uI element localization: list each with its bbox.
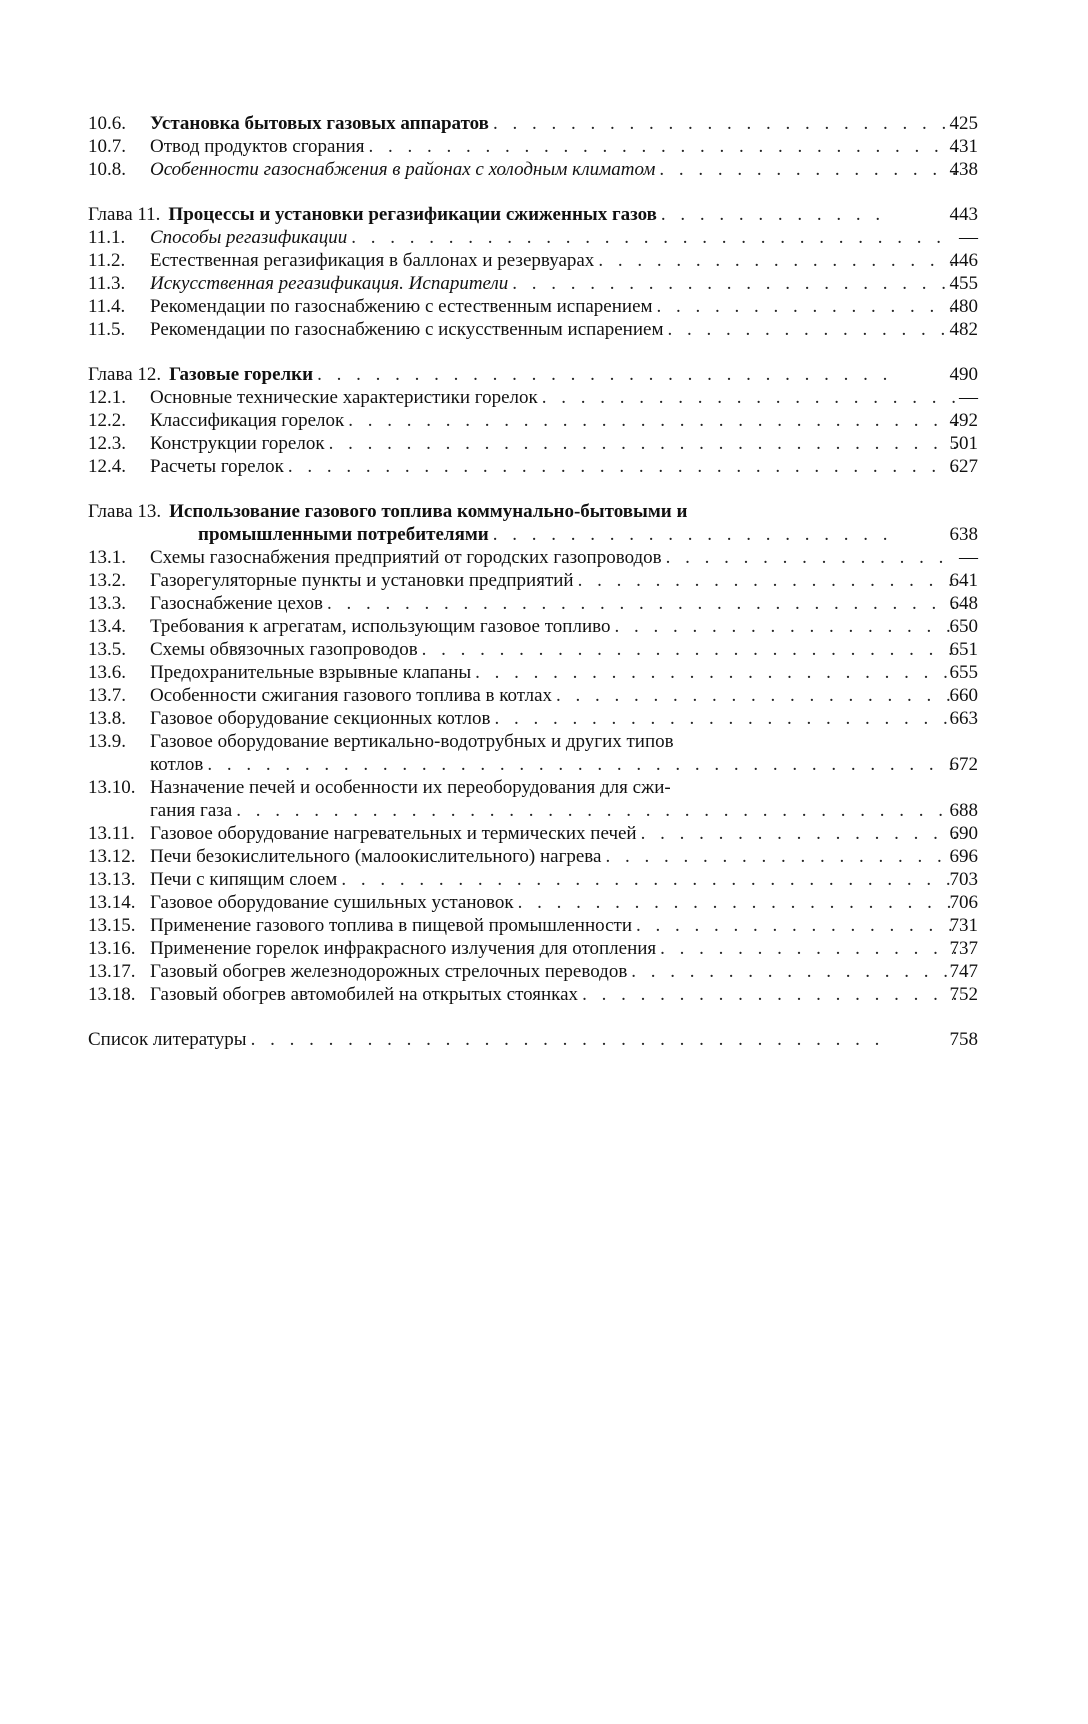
toc-page-number: 752 [949,984,978,1005]
toc-page-number: 731 [949,915,978,936]
toc-page-number: 737 [949,938,978,959]
toc-entry-row [88,112,978,135]
toc-entry-row [88,432,978,455]
toc-entry-row [88,249,978,272]
toc-entry-row [88,569,978,592]
toc-page-number: 641 [949,570,978,591]
dot-leader [605,845,956,868]
toc-entry-row [88,409,978,432]
toc-chapter-row [88,363,978,386]
toc-entry-number: 13.16. [88,938,136,959]
toc-page-number: — [959,227,978,248]
toc-entry-number: 12.3. [88,433,126,454]
dot-leader [661,203,894,226]
toc-entry-row [88,684,978,707]
toc-entry-row [88,135,978,158]
toc-chapter-row [88,203,978,226]
chapter-label: Глава 13. [88,501,162,522]
toc-page-number: 696 [949,846,978,867]
toc-entry-row [88,776,978,822]
toc-entry-number: 12.2. [88,410,126,431]
toc-entry-title: Газовое оборудование нагревательных и термических печей [150,823,637,844]
toc-entry-number: 13.18. [88,984,136,1005]
toc-entry-number: 11.2. [88,250,126,271]
toc-page-number: — [959,547,978,568]
toc-entry-number: 10.6. [88,113,126,134]
toc-entry-title-continuation: промышленными потребителями [198,524,489,545]
toc-entry-title: Искусственная регазификация. Испарители [150,273,509,294]
toc-entry-row [88,707,978,730]
dot-leader [422,638,956,661]
toc-entry-title: Назначение печей и особенности их переоборудования для сжи- [150,777,671,798]
toc-entry-title: Отвод продуктов сгорания [150,136,365,157]
dot-leader [666,546,956,569]
toc-page-number: 425 [949,113,978,134]
toc-page-number: 758 [949,1029,978,1050]
toc-entry-title: Газовый обогрев железнодорожных стрелочных переводов [150,961,628,982]
toc-page-number: 672 [949,754,978,775]
dot-leader [614,615,956,638]
toc-page-number: 501 [949,433,978,454]
chapter-label: Глава 12. [88,364,162,385]
dot-leader [659,158,956,181]
toc-entry-title: Печи безокислительного (малоокислительного) нагрева [150,846,602,867]
toc-section [88,112,978,181]
toc-section [88,500,978,1006]
toc-entry-title: Газорегуляторные пункты и установки предприятий [150,570,574,591]
toc-entry-number: 13.13. [88,869,136,890]
dot-leader [207,753,956,776]
toc-entry-title: Применение газового топлива в пищевой промышленности [150,915,633,936]
toc-page-number: 443 [949,204,978,225]
dot-leader [578,569,956,592]
toc-entry-title: Печи с кипящим слоем [150,869,338,890]
toc-page-number: — [959,387,978,408]
dot-leader [348,409,956,432]
toc-page-number: 706 [949,892,978,913]
toc-entry-title: Основные технические характеристики горелок [150,387,538,408]
toc-page-number: 655 [949,662,978,683]
toc-entry-row [88,914,978,937]
toc-entry-title: Список литературы [88,1029,247,1050]
dot-leader [236,799,956,822]
toc-entry-row [88,730,978,776]
toc-entry-number: 13.15. [88,915,136,936]
toc-page-number: 690 [949,823,978,844]
toc-entry-row [88,983,978,1006]
toc-entry-number: 13.2. [88,570,126,591]
toc-entry-title: Установка бытовых газовых аппаратов [150,113,489,134]
toc-entry-row [88,295,978,318]
toc-page-number: 455 [949,273,978,294]
toc-entry-number: 13.14. [88,892,136,913]
toc-entry-number: 13.12. [88,846,136,867]
toc-entry-number: 11.5. [88,319,126,340]
dot-leader [518,891,956,914]
dot-leader [542,386,956,409]
dot-leader [660,937,956,960]
toc-page-number: 638 [949,524,978,545]
toc-chapter-row [88,500,978,546]
toc-entry-number: 11.4. [88,296,126,317]
toc-entry-row [88,845,978,868]
toc-entry-title: Классификация горелок [150,410,345,431]
dot-leader [493,112,956,135]
toc-entry-row [88,226,978,249]
toc-entry-row [88,868,978,891]
toc-entry-row [88,592,978,615]
toc-entry-title: Газовое оборудование сушильных установок [150,892,514,913]
toc-page-number: 482 [949,319,978,340]
toc-entry-number: 13.4. [88,616,126,637]
toc-page-number: 490 [949,364,978,385]
dot-leader [598,249,956,272]
toc-entry-row [88,615,978,638]
dot-leader [512,272,956,295]
dot-leader [556,684,956,707]
dot-leader [494,707,956,730]
toc-page-number: 663 [949,708,978,729]
toc-entry-title: Расчеты горелок [150,456,284,477]
toc-entry-number: 12.4. [88,456,126,477]
toc-entry-number: 13.17. [88,961,136,982]
toc-page-number: 660 [949,685,978,706]
toc-entry-number: 13.1. [88,547,126,568]
toc-entry-number: 10.7. [88,136,126,157]
toc-entry-row [88,1028,978,1051]
toc-entry-row [88,661,978,684]
dot-leader [288,455,956,478]
toc-entry-number: 13.8. [88,708,126,729]
toc-entry-title: Предохранительные взрывные клапаны [150,662,472,683]
toc-entry-number: 12.1. [88,387,126,408]
toc-page-number: 438 [949,159,978,180]
dot-leader [329,432,956,455]
toc-section [88,363,978,478]
toc-entry-title: Особенности газоснабжения в районах с холодным климатом [150,159,656,180]
toc-page-number: 651 [949,639,978,660]
toc-page-number: 650 [949,616,978,637]
toc-section [88,1028,978,1051]
toc-entry-row [88,822,978,845]
toc-entry-title: Схемы газоснабжения предприятий от городских газопроводов [150,547,662,568]
toc-entry-title: Газоснабжение цехов [150,593,323,614]
toc-entry-row [88,272,978,295]
toc-page-number: 446 [949,250,978,271]
toc-entry-title: Газовое оборудование вертикально-водотрубных и других типов [150,731,674,752]
toc-entry-row [88,158,978,181]
toc-entry-number: 13.3. [88,593,126,614]
toc-entry-title: Газовые горелки [169,364,314,385]
toc-page-number: 648 [949,593,978,614]
table-of-contents [88,112,978,1073]
toc-entry-title: Рекомендации по газоснабжению с искусственным испарением [150,319,664,340]
toc-entry-title: Использование газового топлива коммунально-бытовыми и [169,501,688,522]
toc-page-number: 688 [949,800,978,821]
toc-entry-number: 10.8. [88,159,126,180]
toc-entry-row [88,455,978,478]
dot-leader [317,363,894,386]
toc-entry-row [88,960,978,983]
toc-page-number: 747 [949,961,978,982]
dot-leader [327,592,956,615]
toc-entry-title: Схемы обвязочных газопроводов [150,639,418,660]
toc-entry-number: 13.6. [88,662,126,683]
dot-leader [475,661,956,684]
toc-entry-title-continuation: котлов [150,754,204,775]
toc-page-number: 492 [949,410,978,431]
toc-entry-row [88,546,978,569]
dot-leader [631,960,956,983]
toc-entry-title: Конструкции горелок [150,433,325,454]
toc-section [88,203,978,341]
toc-entry-title: Естественная регазификация в баллонах и резервуарах [150,250,595,271]
toc-entry-title-continuation: гания газа [150,800,233,821]
toc-entry-title: Особенности сжигания газового топлива в котлах [150,685,553,706]
chapter-label: Глава 11. [88,204,161,225]
toc-page-number: 480 [949,296,978,317]
toc-entry-number: 11.3. [88,273,126,294]
toc-entry-title: Применение горелок инфракрасного излучения для отопления [150,938,657,959]
toc-entry-title: Способы регазификации [150,227,348,248]
dot-leader [582,983,956,1006]
toc-entry-number: 13.10. [88,777,136,798]
toc-entry-number: 13.9. [88,731,126,752]
toc-entry-number: 13.5. [88,639,126,660]
dot-leader [369,135,956,158]
toc-entry-row [88,318,978,341]
toc-page-number: 431 [949,136,978,157]
toc-entry-title: Процессы и установки регазификации сжиженных газов [168,204,657,225]
dot-leader [641,822,956,845]
dot-leader [657,295,956,318]
dot-leader [351,226,956,249]
toc-entry-title: Газовое оборудование секционных котлов [150,708,491,729]
toc-entry-row [88,891,978,914]
toc-page-number: 627 [949,456,978,477]
toc-page-number: 703 [949,869,978,890]
toc-entry-number: 13.7. [88,685,126,706]
toc-entry-title: Газовый обогрев автомобилей на открытых стоянках [150,984,579,1005]
dot-leader [341,868,956,891]
dot-leader [493,523,894,546]
toc-entry-number: 13.11. [88,823,135,844]
dot-leader [636,914,956,937]
toc-entry-number: 11.1. [88,227,126,248]
toc-entry-title: Рекомендации по газоснабжению с естественным испарением [150,296,653,317]
toc-entry-row [88,386,978,409]
toc-entry-row [88,638,978,661]
toc-entry-row [88,937,978,960]
dot-leader [251,1028,894,1051]
toc-entry-title: Требования к агрегатам, использующим газовое топливо [150,616,611,637]
dot-leader [667,318,956,341]
